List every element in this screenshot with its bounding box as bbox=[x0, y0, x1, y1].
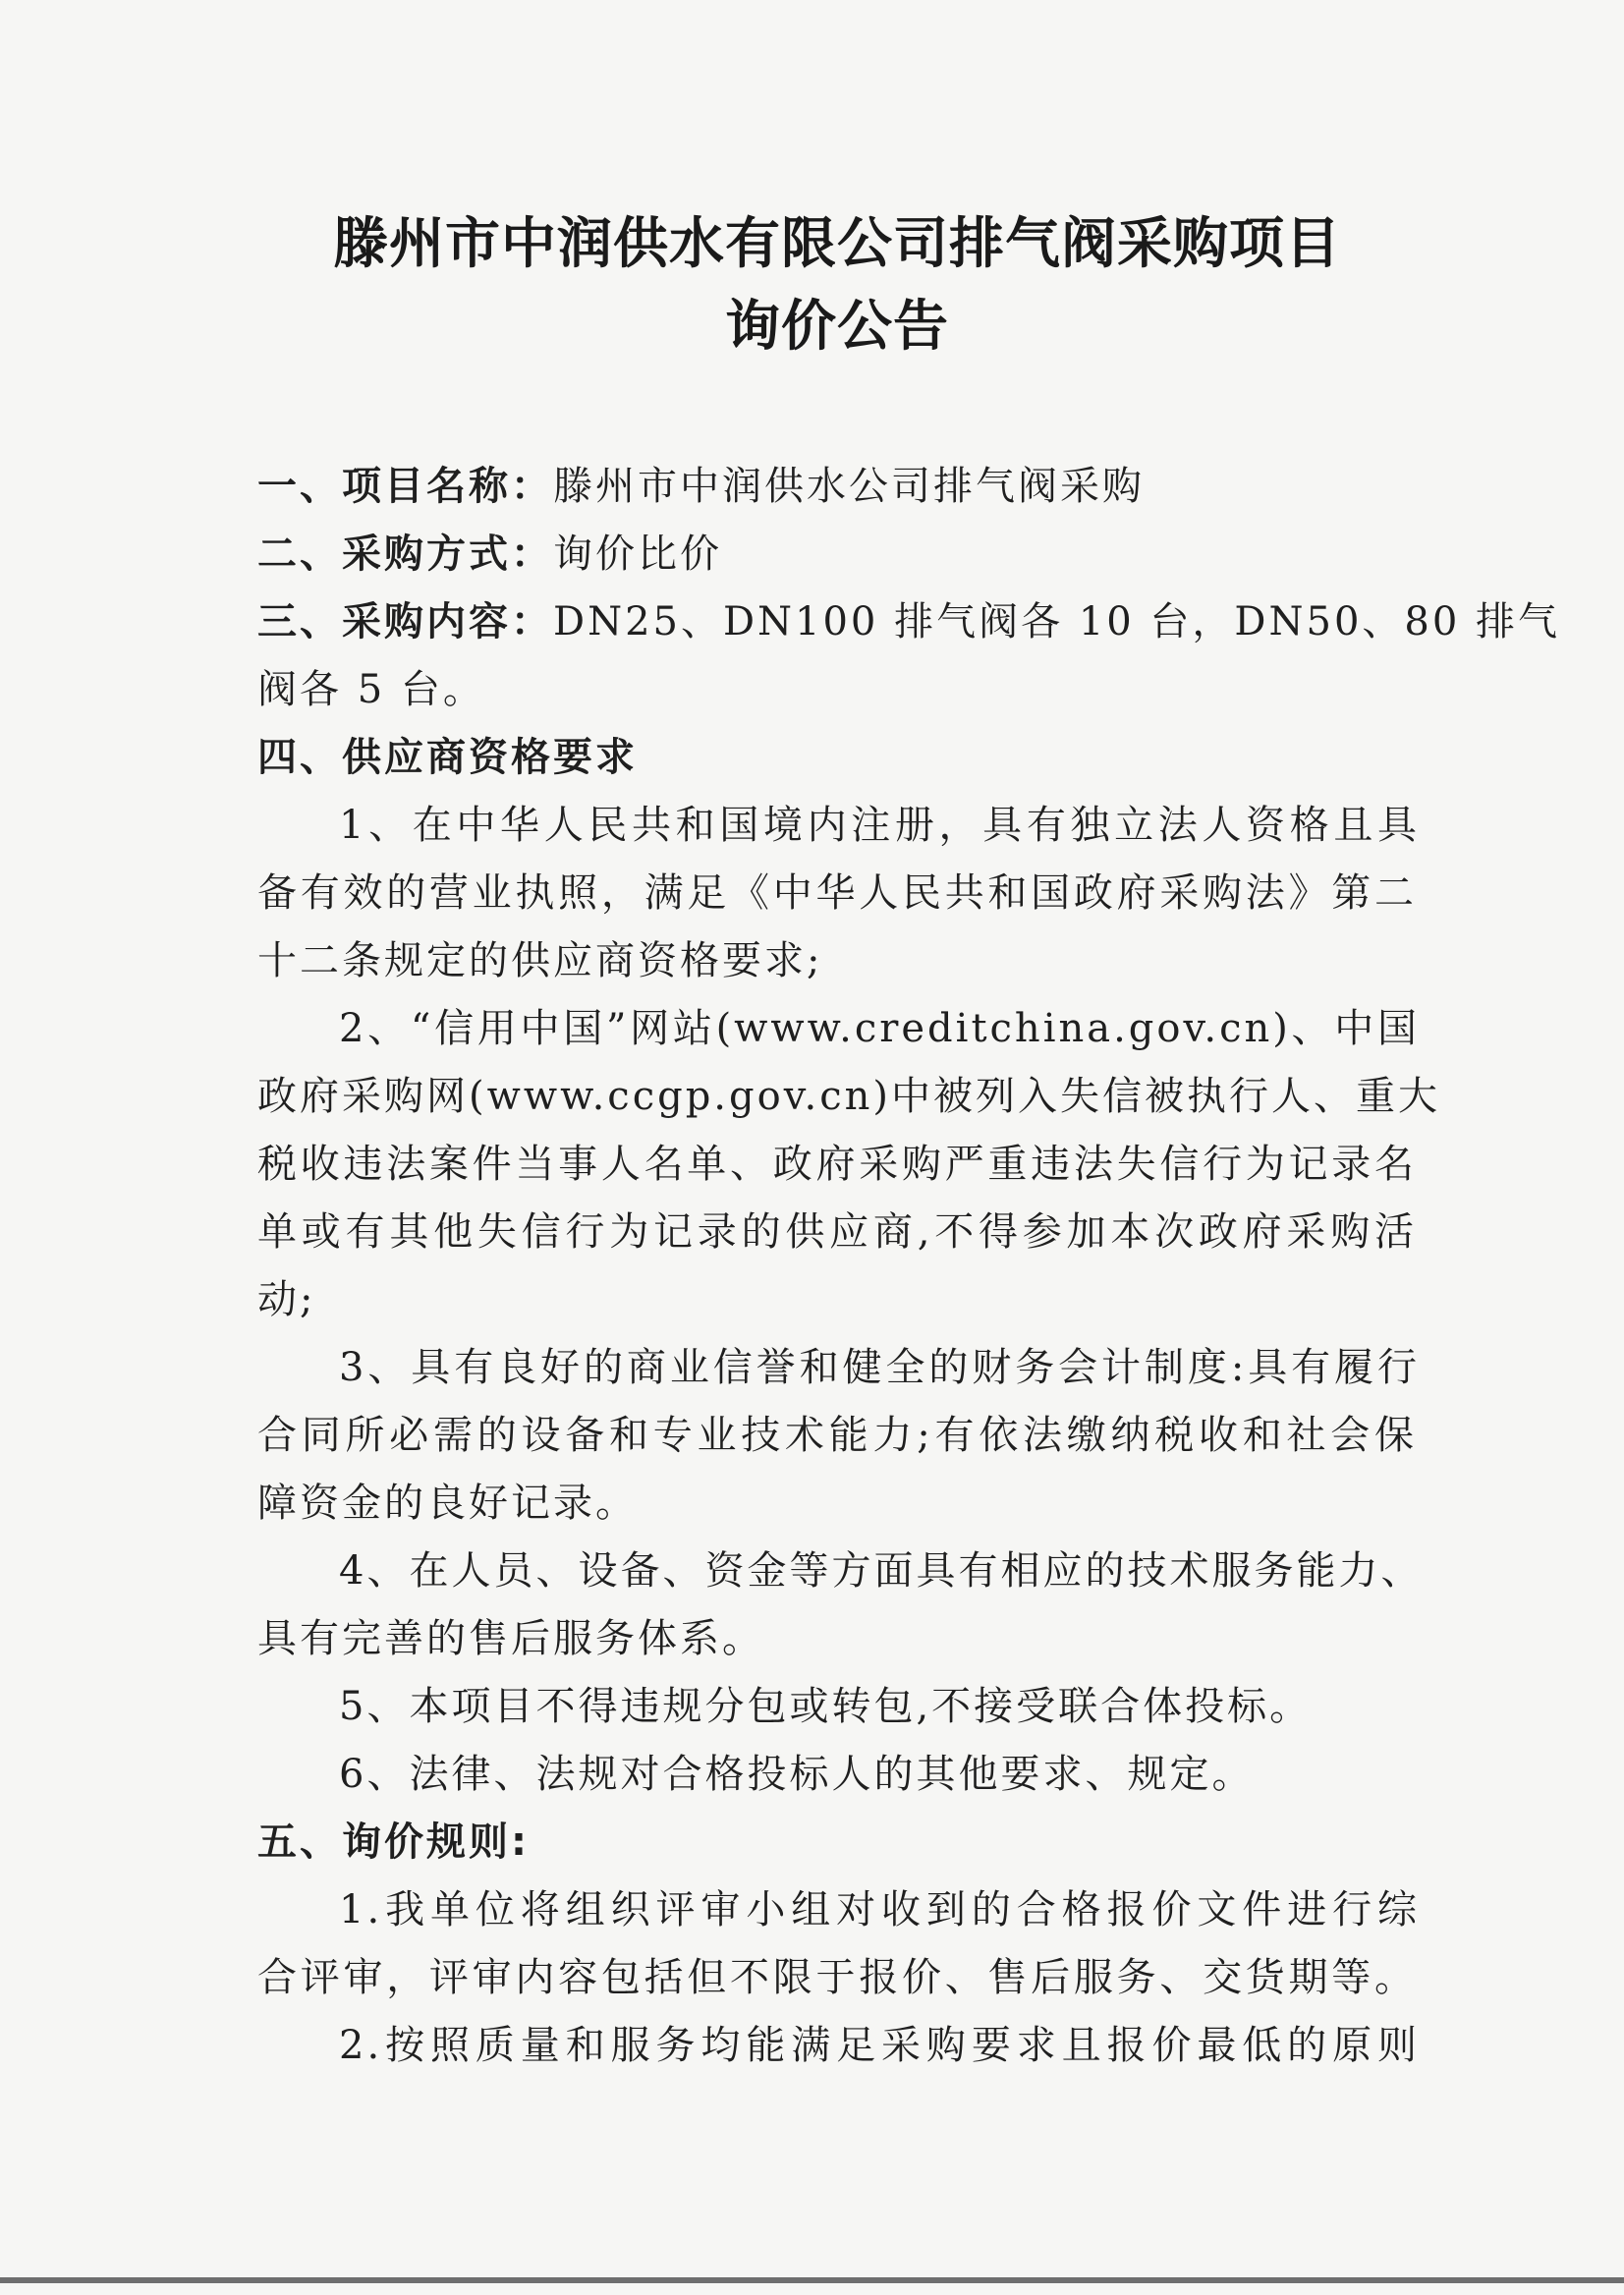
paragraph-line: 障资金的良好记录。 bbox=[257, 1481, 638, 1526]
paragraph-line: 2、“信用中国”网站(www.creditchina.gov.cn)、中国 bbox=[339, 1006, 1420, 1051]
paragraph-line: 1、在中华人民共和国境内注册，具有独立法人资格且具 bbox=[339, 803, 1420, 848]
section-text: DN25、DN100 排气阀各 10 台，DN50、80 排气 bbox=[553, 599, 1561, 644]
paragraph-line: 备有效的营业执照，满足《中华人民共和国政府采购法》第二 bbox=[257, 870, 1417, 916]
section-procurement-content bbox=[257, 592, 1561, 651]
section-project-name bbox=[257, 457, 1417, 516]
paragraph-line: 1.我单位将组织评审小组对收到的合格报价文件进行综 bbox=[339, 1887, 1420, 1932]
section-label: 一、项目名称： bbox=[257, 464, 553, 509]
section-label: 二、采购方式： bbox=[257, 532, 553, 577]
paragraph-line: 合评审，评审内容包括但不限于报价、售后服务、交货期等。 bbox=[257, 1955, 1417, 2000]
section-label: 四、供应商资格要求 bbox=[257, 735, 638, 780]
section-text: 询价比价 bbox=[553, 532, 722, 577]
section-procurement-method bbox=[257, 525, 1417, 584]
section-text: 滕州市中润供水公司排气阀采购 bbox=[553, 464, 1145, 509]
paragraph-line: 十二条规定的供应商资格要求; bbox=[257, 938, 823, 983]
paragraph-line: 具有完善的售后服务体系。 bbox=[257, 1616, 764, 1661]
paragraph-line: 3、具有良好的商业信誉和健全的财务会计制度:具有履行 bbox=[339, 1345, 1420, 1390]
section-supplier-qualifications bbox=[257, 728, 1417, 787]
paragraph-line: 政府采购网(www.ccgp.gov.cn)中被列入失信被执行人、重大 bbox=[257, 1074, 1441, 1119]
paragraph-line: 4、在人员、设备、资金等方面具有相应的技术服务能力、 bbox=[339, 1548, 1424, 1594]
section-label: 三、采购内容： bbox=[257, 599, 553, 644]
paragraph-line: 合同所必需的设备和专业技术能力;有依法缴纳税收和社会保 bbox=[257, 1413, 1417, 1458]
paragraph-line: 6、法律、法规对合格投标人的其他要求、规定。 bbox=[339, 1752, 1255, 1797]
paragraph-line: 单或有其他失信行为记录的供应商,不得参加本次政府采购活 bbox=[257, 1209, 1417, 1255]
document-title-line1: 滕州市中润供水有限公司排气阀采购项目 bbox=[333, 212, 1341, 276]
paragraph-line: 2.按照质量和服务均能满足采购要求且报价最低的原则 bbox=[339, 2023, 1420, 2068]
section-inquiry-rules bbox=[257, 1813, 1417, 1872]
paragraph-line: 5、本项目不得违规分包或转包,不接受联合体投标。 bbox=[339, 1684, 1313, 1729]
paragraph-line: 阀各 5 台。 bbox=[257, 667, 485, 712]
paragraph-line: 动; bbox=[257, 1277, 316, 1322]
document-title-line2: 询价公告 bbox=[725, 295, 949, 359]
scan-bottom-edge bbox=[0, 2277, 1624, 2283]
paragraph-line: 税收违法案件当事人名单、政府采购严重违法失信行为记录名 bbox=[257, 1142, 1417, 1187]
section-label: 五、询价规则: bbox=[257, 1819, 530, 1865]
